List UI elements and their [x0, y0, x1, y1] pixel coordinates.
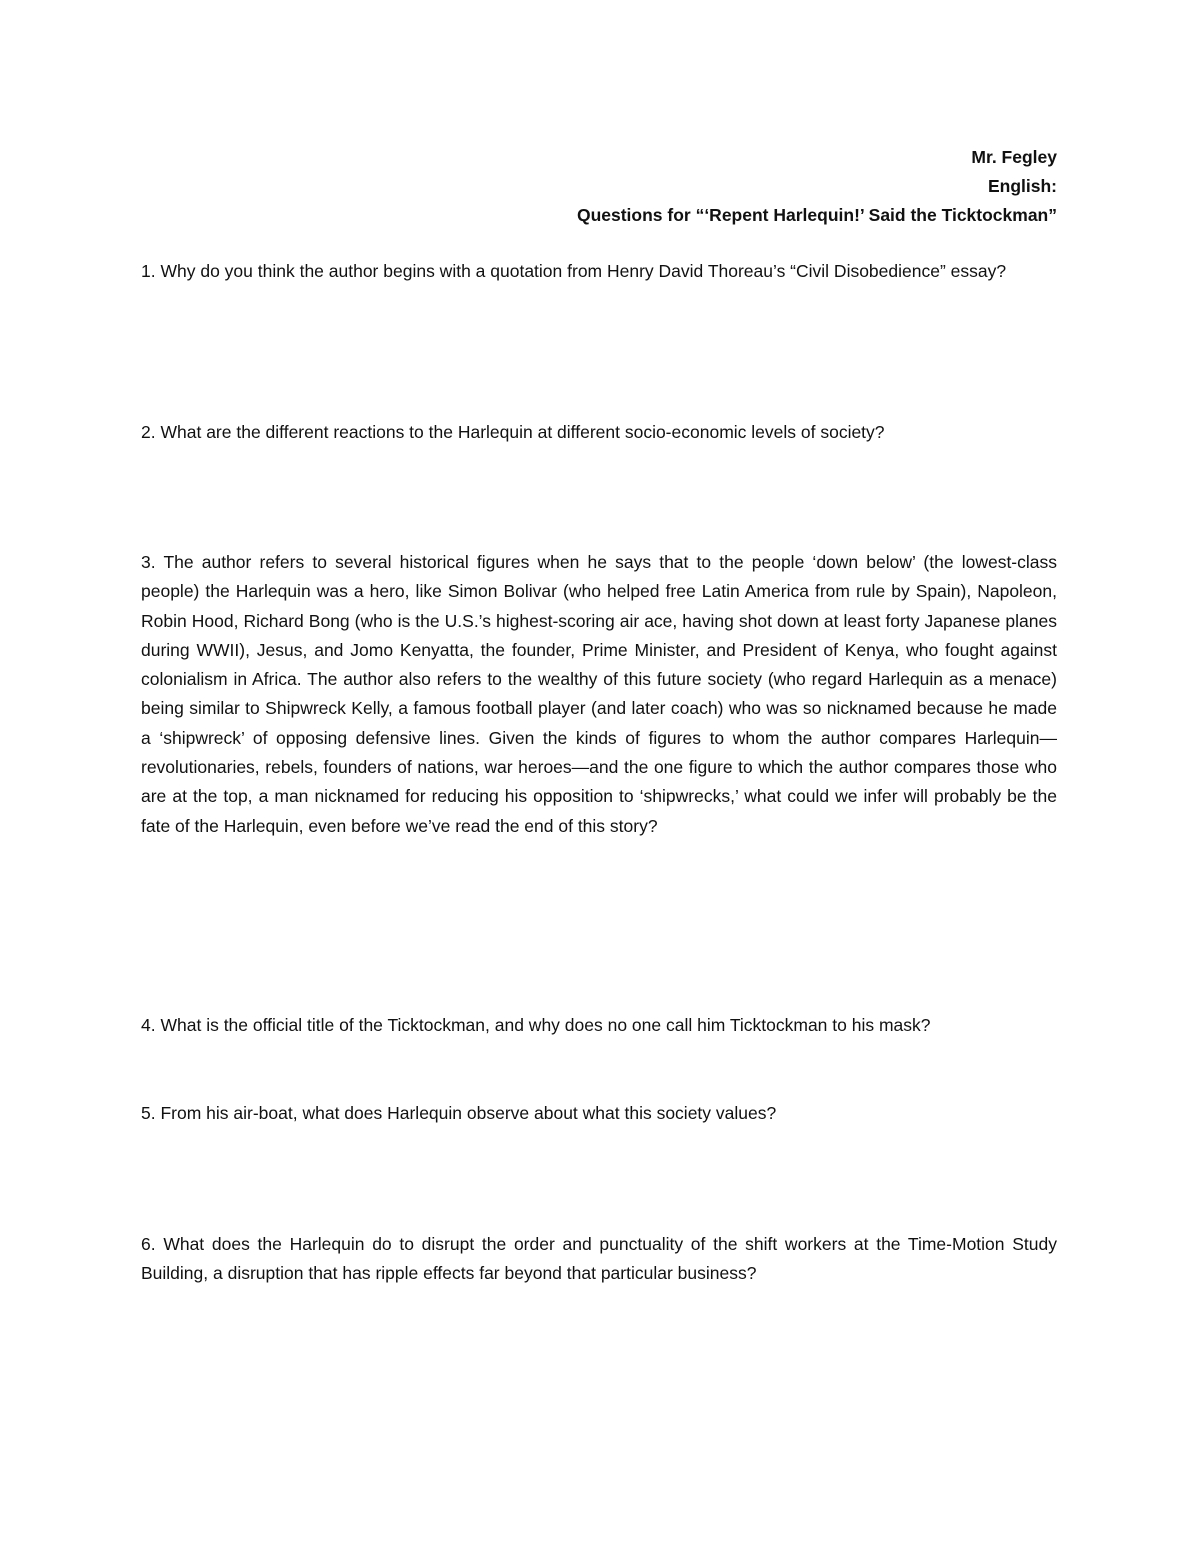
- question-text: What does the Harlequin do to disrupt the order and punctuality of the shift workers at the Time-Motion Study Building, a disruption that has ripple effects far beyond that particular business?: [141, 1234, 1057, 1284]
- question-number: 4.: [141, 1015, 156, 1035]
- question-5: [141, 1099, 1057, 1128]
- question-text: Why do you think the author begins with a quotation from Henry David Thoreau’s “Civil Disobedience” essay?: [160, 261, 1007, 281]
- question-2: [141, 418, 1057, 447]
- question-text: What is the official title of the Ticktockman, and why does no one call him Ticktockman to his mask?: [160, 1015, 931, 1035]
- question-text: The author refers to several historical figures when he says that to the people ‘down below’ (the lowest-class people) the Harlequin was a hero, like Simon Bolivar (who helped free Latin America from rule by Spain), Napoleon, Robin Hood, Richard Bong (who is the U.S.’s highest-scoring air ace, having shot down at least forty Japanese planes during WWII), Jesus, and Jomo Kenyatta, the founder, Prime Minister, and President of Kenya, who fought against colonialism in Africa. The author also refers to the wealthy of this future society (who regard Harlequin as a menace) being similar to Shipwreck Kelly, a famous football player (and later coach) who was so nicknamed because he made a ‘shipwreck’ of opposing defensive lines. Given the kinds of figures to whom the author compares Harlequin—revolutionaries, rebels, founders of nations, war heroes—and the one figure to which the author compares those who are at the top, a man nicknamed for reducing his opposition to ‘shipwrecks,’ what could we infer will probably be the fate of the Harlequin, even before we’ve read the end of this story?: [141, 552, 1057, 836]
- question-text: What are the different reactions to the Harlequin at different socio-economic levels of society?: [160, 422, 885, 442]
- question-number: 6.: [141, 1234, 156, 1254]
- question-1: [141, 257, 1057, 286]
- question-number: 1.: [141, 261, 156, 281]
- question-number: 2.: [141, 422, 156, 442]
- document-header: [141, 143, 1057, 230]
- teacher-name: Mr. Fegley: [971, 147, 1057, 167]
- subject-label: English:: [987, 176, 1057, 196]
- question-number: 3.: [141, 552, 156, 572]
- question-6: [141, 1230, 1057, 1289]
- question-4: [141, 1011, 1057, 1040]
- document-title: Questions for “‘Repent Harlequin!’ Said the Ticktockman”: [576, 205, 1057, 225]
- question-text: From his air-boat, what does Harlequin observe about what this society values?: [160, 1103, 777, 1123]
- question-number: 5.: [141, 1103, 156, 1123]
- question-3: [141, 548, 1057, 841]
